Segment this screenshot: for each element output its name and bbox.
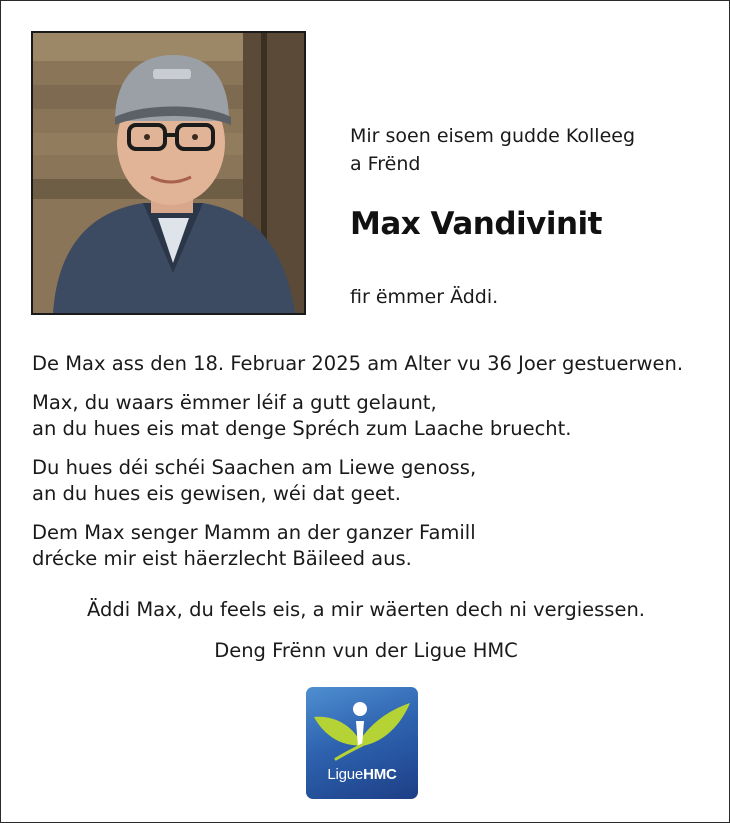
condolence-paragraph	[32, 520, 702, 572]
obituary-body	[32, 351, 702, 585]
memory-line-1: Max, du waars ëmmer léif a gutt gelaunt,	[32, 391, 437, 414]
logo-wordmark	[306, 766, 418, 783]
signature-line: Deng Frënn vun der Ligue HMC	[214, 639, 518, 662]
intro-line-1: Mir soen eisem gudde Kolleeg	[350, 125, 636, 147]
death-notice-paragraph	[32, 351, 702, 377]
death-notice-line: De Max ass den 18. Februar 2025 am Alter vu 36 Joer gestuerwen.	[32, 352, 684, 375]
memory-line-3: Du hues déi schéi Saachen am Liewe genoss,	[32, 456, 477, 479]
memory-line-2: an du hues eis mat denge Spréch zum Laache bruecht.	[32, 417, 572, 440]
closing-farewell: Äddi Max, du feels eis, a mir wäerten dech ni vergiessen.	[86, 598, 646, 621]
memory-line-4: an du hues eis gewisen, wéi dat geet.	[32, 482, 401, 505]
portrait-photo	[31, 31, 306, 315]
memory-paragraph-2	[32, 455, 702, 507]
farewell-tagline: fir ëmmer Äddi.	[350, 286, 499, 308]
intro-text	[350, 122, 635, 178]
ligue-hmc-logo	[306, 687, 418, 799]
intro-line-2: a Frënd	[350, 153, 421, 175]
condolence-line-1: Dem Max senger Mamm an der ganzer Famill	[32, 521, 476, 544]
deceased-name: Max Vandivinit	[350, 206, 603, 242]
logo-word-light: Ligue	[327, 766, 364, 783]
condolence-line-2: drécke mir eist häerzlecht Bäileed aus.	[32, 547, 412, 570]
logo-word-bold: HMC	[363, 766, 397, 783]
memory-paragraph-1	[32, 390, 702, 442]
portrait-illustration	[33, 33, 304, 313]
